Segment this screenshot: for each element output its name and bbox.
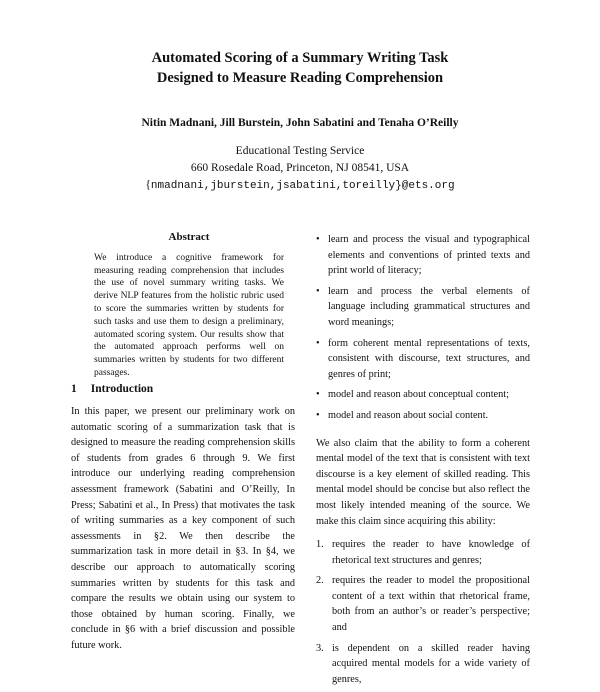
author-emails <box>0 177 600 195</box>
introduction-body <box>71 404 295 654</box>
bullet-text: model and reason about conceptual content; <box>328 389 509 401</box>
item-text: requires the reader to have knowledge of rhetorical text structures and genres; <box>332 539 530 566</box>
bullet-icon: • <box>316 285 320 297</box>
list-item <box>316 641 530 688</box>
item-number: 2. <box>316 575 324 587</box>
author-list: Nitin Madnani, Jill Burstein, John Sabatini and Tenaha O’Reilly <box>141 117 459 129</box>
introduction-paragraph: In this paper, we present our preliminary work on automatic scoring of a summarization task that is designed to measure the reading comprehension skills of students from grades 6 through 9. We first introduce our underlying reading comprehension assessment framework (Sabatini and O’Reilly, In Press; Sabatini et al., In Press) that motivates the task of writing summaries as a key component of such assessments in §2. We then describe the summarization task in more detail in §3. In §4, we describe our approach to automatically scoring summaries written by students for this task and compare the results we obtain using our system to those obtained by human scoring. Finally, we conclude in §6 with a brief discussion and possible future work. <box>71 406 295 651</box>
item-number: 3. <box>316 642 324 654</box>
section-heading-introduction <box>71 383 153 395</box>
title-line-2: Designed to Measure Reading Comprehension <box>156 70 444 86</box>
abstract-section <box>94 231 284 380</box>
item-text: requires the reader to model the propositional content of a text within that rhetorical frame, both from an author’s or reader’s perspective; and <box>332 575 530 634</box>
claim-paragraph: We also claim that the ability to form a coherent mental model of the text that is consistent with text discourse is a key element of skilled reading. This mental model should be concise but also reflect the most likely intended meaning of the source. We make this claim since acquiring this ability: <box>316 437 530 527</box>
list-item <box>316 387 530 403</box>
abstract-text: We introduce a cognitive framework for measuring reading comprehension that includes the use of novel summary writing tasks. We derive NLP features from the holistic rubric used to score the summaries written by students for such tasks and use them to design a preliminary, automated scoring system. Our results show that the automated approach performs well on summaries written by students for two different passages. <box>94 252 284 378</box>
right-column <box>316 232 530 692</box>
email-brace-open: { <box>145 179 151 191</box>
item-number: 1. <box>316 539 324 551</box>
affiliation-org: Educational Testing Service <box>235 145 365 157</box>
bullet-text: learn and process the verbal elements of language including grammatical structures and word meanings; <box>328 285 530 328</box>
paper-title <box>0 48 600 88</box>
bullet-text: model and reason about social content. <box>328 409 489 421</box>
bullet-text: form coherent mental representations of texts, consistent with discourse, text structures, and genres of print; <box>328 337 530 380</box>
section-number: 1 <box>71 383 77 395</box>
list-item <box>316 573 530 635</box>
bullet-icon: • <box>316 234 320 245</box>
abstract-heading: Abstract <box>168 231 210 243</box>
bullet-icon: • <box>316 409 320 421</box>
email-domain: }@ets.org <box>395 180 455 192</box>
item-text: is dependent on a skilled reader having acquired mental models for a wide variety of genres, <box>332 642 530 685</box>
list-item <box>316 408 530 424</box>
section-title: Introduction <box>90 383 154 395</box>
list-item <box>316 232 530 279</box>
bullet-icon: • <box>316 337 320 349</box>
list-item <box>316 537 530 568</box>
list-item <box>316 284 530 331</box>
title-line-1: Automated Scoring of a Summary Writing Task <box>151 50 449 66</box>
bullet-icon: • <box>316 389 320 401</box>
bullet-text: learn and process the visual and typographical elements and conventions of printed texts and print world of literacy; <box>328 234 530 277</box>
affiliation-address: 660 Rosedale Road, Princeton, NJ 08541, USA <box>190 162 410 174</box>
list-item <box>316 336 530 383</box>
claim-numbered-list <box>316 537 530 687</box>
affiliation <box>0 143 600 195</box>
skills-bullet-list <box>316 232 530 424</box>
email-usernames: nmadnani,jburstein,jsabatini,toreilly <box>150 180 396 192</box>
